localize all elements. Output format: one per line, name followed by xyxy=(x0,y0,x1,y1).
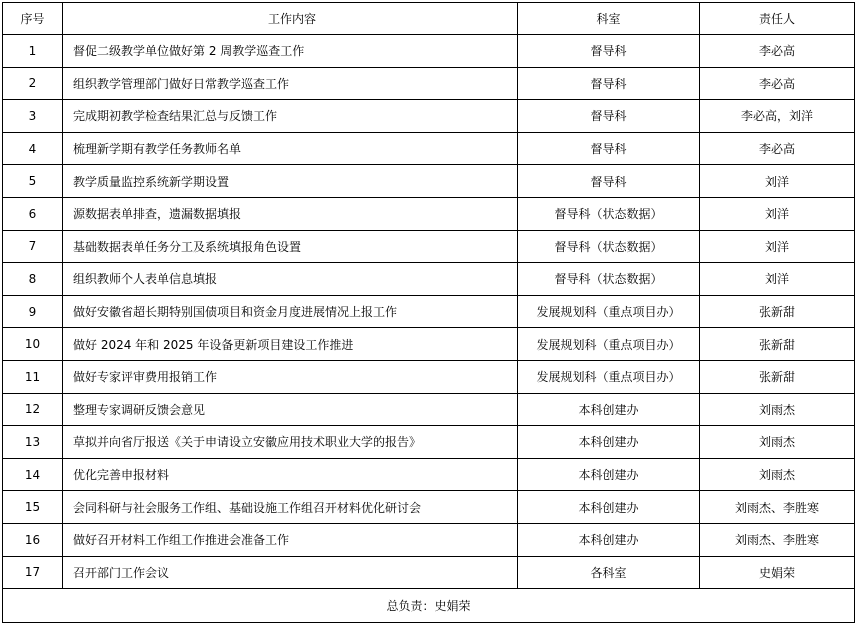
row-content: 源数据表单排查，遗漏数据填报 xyxy=(63,197,518,230)
row-no: 9 xyxy=(3,295,63,328)
table-row xyxy=(3,295,855,328)
row-content: 督促二级教学单位做好第 2 周教学巡查工作 xyxy=(63,35,518,68)
row-no: 12 xyxy=(3,393,63,426)
work-plan-table xyxy=(2,2,855,623)
row-owner: 刘洋 xyxy=(700,165,855,198)
table-row xyxy=(3,35,855,68)
row-owner: 刘雨杰 xyxy=(700,393,855,426)
row-dept: 发展规划科（重点项目办） xyxy=(518,295,700,328)
row-content: 草拟并向省厅报送《关于申请设立安徽应用技术职业大学的报告》 xyxy=(63,426,518,459)
row-dept: 各科室 xyxy=(518,556,700,589)
row-dept: 本科创建办 xyxy=(518,491,700,524)
table-row xyxy=(3,360,855,393)
table-row xyxy=(3,100,855,133)
row-owner: 李必高 xyxy=(700,35,855,68)
table-row xyxy=(3,556,855,589)
row-owner: 张新甜 xyxy=(700,328,855,361)
row-content: 完成期初教学检查结果汇总与反馈工作 xyxy=(63,100,518,133)
row-owner: 刘雨杰、李胜寒 xyxy=(700,491,855,524)
table-row xyxy=(3,458,855,491)
row-owner: 史娟荣 xyxy=(700,556,855,589)
header-owner: 责任人 xyxy=(700,3,855,35)
row-dept: 督导科 xyxy=(518,165,700,198)
table-row xyxy=(3,328,855,361)
row-content: 做好 2024 年和 2025 年设备更新项目建设工作推进 xyxy=(63,328,518,361)
row-no: 10 xyxy=(3,328,63,361)
row-no: 5 xyxy=(3,165,63,198)
row-no: 3 xyxy=(3,100,63,133)
table-row xyxy=(3,263,855,296)
row-owner: 李必高，刘洋 xyxy=(700,100,855,133)
row-no: 1 xyxy=(3,35,63,68)
table-row xyxy=(3,426,855,459)
table-row xyxy=(3,197,855,230)
row-content: 召开部门工作会议 xyxy=(63,556,518,589)
row-dept: 督导科 xyxy=(518,35,700,68)
table-row xyxy=(3,67,855,100)
row-no: 14 xyxy=(3,458,63,491)
row-dept: 督导科 xyxy=(518,132,700,165)
row-no: 17 xyxy=(3,556,63,589)
table-row xyxy=(3,393,855,426)
row-owner: 刘洋 xyxy=(700,263,855,296)
row-dept: 本科创建办 xyxy=(518,426,700,459)
row-owner: 刘雨杰 xyxy=(700,426,855,459)
header-dept: 科室 xyxy=(518,3,700,35)
row-content: 基础数据表单任务分工及系统填报角色设置 xyxy=(63,230,518,263)
header-no: 序号 xyxy=(3,3,63,35)
row-no: 11 xyxy=(3,360,63,393)
overall-responsible: 总负责：史娟荣 xyxy=(3,589,855,623)
row-owner: 李必高 xyxy=(700,132,855,165)
row-content: 组织教学管理部门做好日常教学巡查工作 xyxy=(63,67,518,100)
row-owner: 刘洋 xyxy=(700,230,855,263)
row-no: 16 xyxy=(3,523,63,556)
row-dept: 督导科 xyxy=(518,67,700,100)
row-content: 做好安徽省超长期特别国债项目和资金月度进展情况上报工作 xyxy=(63,295,518,328)
row-no: 8 xyxy=(3,263,63,296)
table-row xyxy=(3,132,855,165)
table-row xyxy=(3,523,855,556)
row-content: 教学质量监控系统新学期设置 xyxy=(63,165,518,198)
row-dept: 本科创建办 xyxy=(518,458,700,491)
row-content: 整理专家调研反馈会意见 xyxy=(63,393,518,426)
row-dept: 发展规划科（重点项目办） xyxy=(518,360,700,393)
row-no: 15 xyxy=(3,491,63,524)
row-dept: 本科创建办 xyxy=(518,393,700,426)
work-plan-table-wrapper xyxy=(2,2,855,623)
table-row xyxy=(3,230,855,263)
row-no: 4 xyxy=(3,132,63,165)
row-no: 13 xyxy=(3,426,63,459)
row-owner: 刘洋 xyxy=(700,197,855,230)
row-owner: 刘雨杰、李胜寒 xyxy=(700,523,855,556)
table-body xyxy=(3,35,855,589)
row-owner: 李必高 xyxy=(700,67,855,100)
table-header-row xyxy=(3,3,855,35)
row-content: 做好召开材料工作组工作推进会准备工作 xyxy=(63,523,518,556)
row-owner: 张新甜 xyxy=(700,360,855,393)
row-dept: 督导科（状态数据） xyxy=(518,197,700,230)
row-dept: 发展规划科（重点项目办） xyxy=(518,328,700,361)
row-content: 组织教师个人表单信息填报 xyxy=(63,263,518,296)
row-dept: 督导科（状态数据） xyxy=(518,263,700,296)
row-content: 梳理新学期有教学任务教师名单 xyxy=(63,132,518,165)
row-dept: 督导科 xyxy=(518,100,700,133)
table-row xyxy=(3,165,855,198)
row-dept: 督导科（状态数据） xyxy=(518,230,700,263)
row-owner: 刘雨杰 xyxy=(700,458,855,491)
row-content: 做好专家评审费用报销工作 xyxy=(63,360,518,393)
table-footer-row xyxy=(3,589,855,623)
row-no: 2 xyxy=(3,67,63,100)
row-no: 6 xyxy=(3,197,63,230)
row-dept: 本科创建办 xyxy=(518,523,700,556)
row-content: 会同科研与社会服务工作组、基础设施工作组召开材料优化研讨会 xyxy=(63,491,518,524)
header-content: 工作内容 xyxy=(63,3,518,35)
row-no: 7 xyxy=(3,230,63,263)
row-owner: 张新甜 xyxy=(700,295,855,328)
row-content: 优化完善申报材料 xyxy=(63,458,518,491)
table-row xyxy=(3,491,855,524)
